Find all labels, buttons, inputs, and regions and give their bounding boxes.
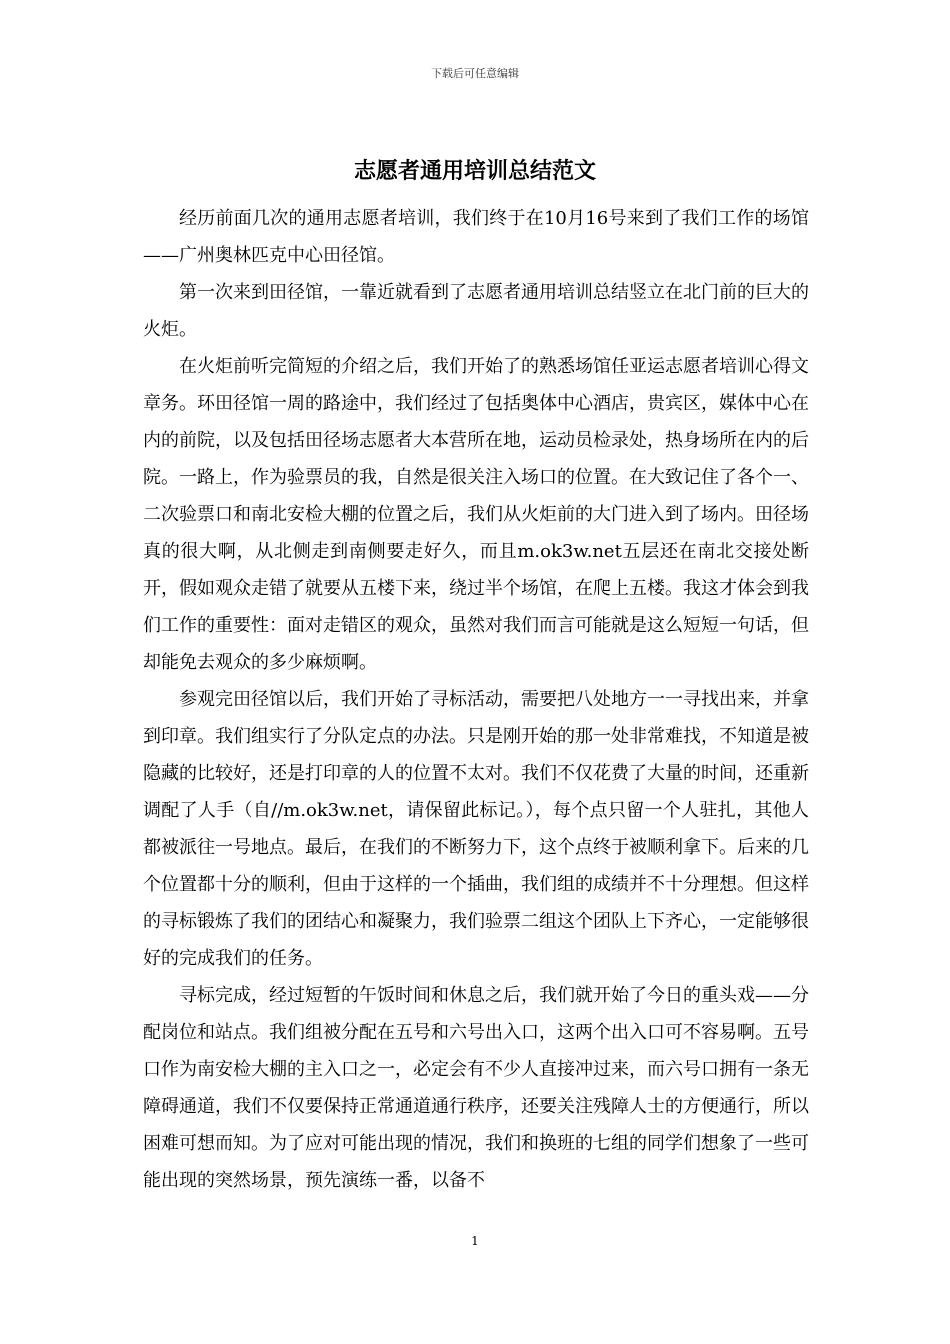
page-number: 1 (471, 1234, 479, 1248)
paragraph-1: 经历前面几次的通用志愿者培训，我们终于在10月16号来到了我们工作的场馆——广州奥林匹克中心田径馆。 (143, 208, 809, 266)
paragraph-5: 寻标完成，经过短暂的午饭时间和休息之后，我们就开始了今日的重头戏——分配岗位和站点。我们组被分配在五号和六号出入口，这两个出入口可不容易啊。五号口作为南安检大棚的主入口之一，必定会有不少人直接冲过来，而六号口拥有一条无障碍通道，我们不仅要保持正常通道通行秩序，还要关注残障人士的方便通行，所以困难可想而知。为了应对可能出现的情况，我们和换班的七组的同学们想象了一些可能出现的突然场景，预先演练一番，以备不 (143, 985, 809, 1191)
document-body (143, 200, 809, 1199)
paragraph-2: 第一次来到田径馆，一靠近就看到了志愿者通用培训总结竖立在北门前的巨大的火炬。 (143, 282, 809, 340)
paragraph-4: 参观完田径馆以后，我们开始了寻标活动，需要把八处地方一一寻找出来，并拿到印章。我们组实行了分队定点的办法。只是刚开始的那一处非常难找，不知道是被隐藏的比较好，还是打印章的人的位置不太对。我们不仅花费了大量的时间，还重新调配了人手（自//m.ok3w.net，请保留此标记。），每个点只留一个人驻扎，其他人都被派往一号地点。最后，在我们的不断努力下，这个点终于被顺利拿下。后来的几个位置都十分的顺利，但由于这样的一个插曲，我们组的成绩并不十分理想。但这样的寻标锻炼了我们的团结心和凝聚力，我们验票二组这个团队上下齐心，一定能够很好的完成我们的任务。 (143, 689, 809, 969)
document-title: 志愿者通用培训总结范文 (353, 158, 596, 184)
page-header: 下载后可任意编辑 (431, 67, 519, 80)
paragraph-3: 在火炬前听完简短的介绍之后，我们开始了的熟悉场馆任亚运志愿者培训心得文章务。环田径馆一周的路途中，我们经过了包括奥体中心酒店，贵宾区，媒体中心在内的前院，以及包括田径场志愿者大本营所在地，运动员检录处，热身场所在内的后院。一路上，作为验票员的我，自然是很关注入场口的位置。在大致记住了各个一、二次验票口和南北安检大棚的位置之后，我们从火炬前的大门进入到了场内。田径场真的很大啊，从北侧走到南侧要走好久，而且m.ok3w.net五层还在南北交接处断开，假如观众走错了就要从五楼下来，绕过半个场馆，在爬上五楼。我这才体会到我们工作的重要性：面对走错区的观众，虽然对我们而言可能就是这么短短一句话，但却能免去观众的多少麻烦啊。 (143, 356, 809, 673)
